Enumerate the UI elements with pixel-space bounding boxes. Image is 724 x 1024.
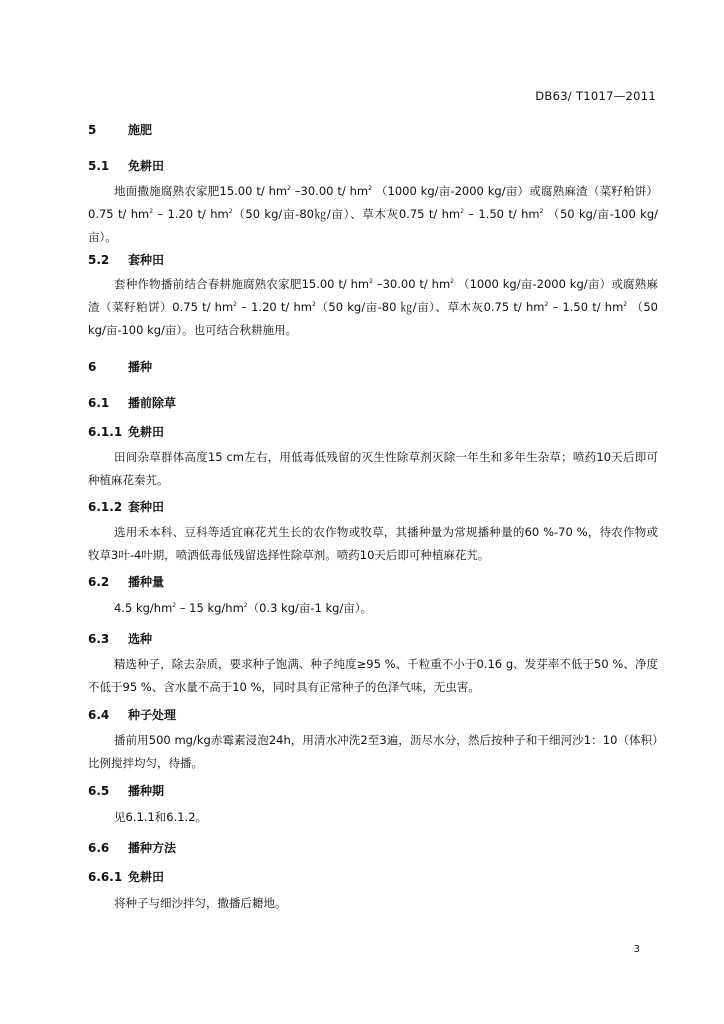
text-run: – 1.50 t/ hm [463, 207, 540, 221]
section-title: 播种方法 [128, 841, 177, 855]
section-title: 免耕田 [128, 159, 165, 173]
superscript: 2 [450, 278, 454, 286]
section-heading-5-1 [88, 157, 164, 174]
section-number: 6.4 [88, 708, 110, 722]
section-number: 5.1 [88, 159, 110, 173]
section-number: 6.1.2 [88, 500, 123, 514]
section-title: 播种期 [128, 784, 165, 798]
superscript: 2 [368, 185, 372, 193]
section-heading-6-5 [88, 782, 164, 799]
superscript: 2 [149, 208, 154, 216]
section-number: 6.6 [88, 841, 110, 855]
text-run: –30.00 t/ hm [372, 277, 451, 291]
text-run: 地面撒施腐熟农家肥15.00 t/ hm [114, 184, 288, 198]
section-title: 选种 [128, 632, 153, 646]
text-run: （1000 kg/亩-2000 kg/亩）或腐熟麻渣（菜籽粕饼）0.75 t/ hm [88, 277, 658, 314]
section-title: 播种量 [128, 575, 165, 589]
section-number: 6 [88, 360, 97, 374]
section-heading-5 [88, 121, 152, 138]
standard-code: DB63/ T1017—2011 [535, 89, 656, 103]
section-number: 5.2 [88, 253, 110, 267]
section-title: 免耕田 [128, 870, 165, 884]
paragraph-6-1-2: 选用禾本科、豆科等适宜麻花艽生长的农作物或牧草，其播种量为常规播种量的60 %-70 %，待农作物或牧草3叶-4叶期，喷洒低毒低残留选择性除草剂。喷药10天后即可种植麻花艽。 [88, 525, 658, 562]
section-number: 6.2 [88, 575, 110, 589]
section-heading-6-6 [88, 839, 176, 856]
text-run: 4.5 kg/hm [114, 601, 173, 615]
section-number: 6.3 [88, 632, 110, 646]
superscript: 2 [460, 208, 464, 216]
section-heading-6-1-2 [88, 498, 164, 515]
paragraph-6-2 [88, 597, 658, 620]
section-heading-5-2 [88, 251, 164, 268]
section-title: 套种田 [128, 500, 165, 514]
superscript: 2 [233, 301, 237, 309]
paragraph-6-3: 精选种子，除去杂质，要求种子饱满、种子纯度≥95 %、千粒重不小于0.16 g、发芽率不低于50 %、净度不低于95 %、含水量不高于10 %，同时具有正常种子的色泽气味，无虫害。 [88, 657, 658, 694]
superscript: 2 [312, 301, 316, 309]
paragraph-5-2 [88, 273, 658, 342]
text-run: （0.3 kg/亩-1 kg/亩）。 [247, 601, 373, 615]
text-run: （50 kg/亩-80㎏/亩）、草木灰0.75 t/ hm [232, 207, 461, 221]
section-number: 5 [88, 123, 97, 137]
section-title: 播前除草 [128, 396, 177, 410]
page-number: 3 [633, 944, 640, 955]
superscript: 2 [539, 208, 544, 216]
text-run: – 1.20 t/ hm [153, 207, 229, 221]
paragraph-6-4: 播前用500 mg/kg赤霉素浸泡24h，用清水冲洗2至3遍，沥尽水分，然后按种子和干细河沙1：10（体积）比例搅拌均匀，待播。 [88, 733, 658, 770]
text-run: 套种作物播前结合春耕施腐熟农家肥15.00 t/ hm [114, 277, 370, 291]
superscript: 2 [287, 185, 291, 193]
paragraph-6-1-1: 田间杂草群体高度15 cm左右，用低毒低残留的灭生性除草剂灭除一年生和多年生杂草；喷药10天后即可种植麻花秦艽。 [88, 450, 658, 487]
section-number: 6.6.1 [88, 870, 123, 884]
section-heading-6 [88, 358, 152, 375]
paragraph-5-1 [88, 180, 658, 249]
section-heading-6-6-1 [88, 868, 164, 885]
superscript: 2 [172, 602, 177, 610]
section-number: 6.1 [88, 396, 110, 410]
section-title: 种子处理 [128, 708, 177, 722]
section-heading-6-4 [88, 706, 176, 723]
text-run: （50 kg/亩-80 ㎏/亩）、草木灰0.75 t/ hm [315, 300, 545, 314]
paragraph-6-6-1: 将种子与细沙拌匀，撒播后耱地。 [114, 896, 287, 910]
text-run: （50 kg/亩-100 kg/亩）。 [88, 207, 659, 244]
superscript: 2 [369, 278, 373, 286]
section-title: 免耕田 [128, 425, 165, 439]
text-run: – 15 kg/hm [176, 601, 244, 615]
paragraph-6-5: 见6.1.1和6.1.2。 [114, 810, 208, 824]
section-number: 6.5 [88, 784, 110, 798]
section-heading-6-1 [88, 394, 176, 411]
text-run: （1000 kg/亩-2000 kg/亩）或腐熟麻渣（菜籽粕饼）0.75 t/ hm [88, 184, 658, 221]
text-run: – 1.50 t/ hm [548, 300, 624, 314]
text-run: – 1.20 t/ hm [236, 300, 312, 314]
superscript: 2 [544, 301, 549, 309]
text-run: （50 kg/亩-100 kg/亩）。也可结合秋耕施用。 [88, 300, 658, 337]
section-title: 套种田 [128, 253, 165, 267]
superscript: 2 [623, 301, 628, 309]
section-number: 6.1.1 [88, 425, 123, 439]
section-title: 播种 [128, 360, 153, 374]
superscript: 2 [243, 602, 248, 610]
section-heading-6-3 [88, 630, 152, 647]
text-run: –30.00 t/ hm [290, 184, 369, 198]
superscript: 2 [228, 208, 233, 216]
section-title: 施肥 [128, 123, 153, 137]
section-heading-6-2 [88, 573, 164, 590]
section-heading-6-1-1 [88, 423, 164, 440]
